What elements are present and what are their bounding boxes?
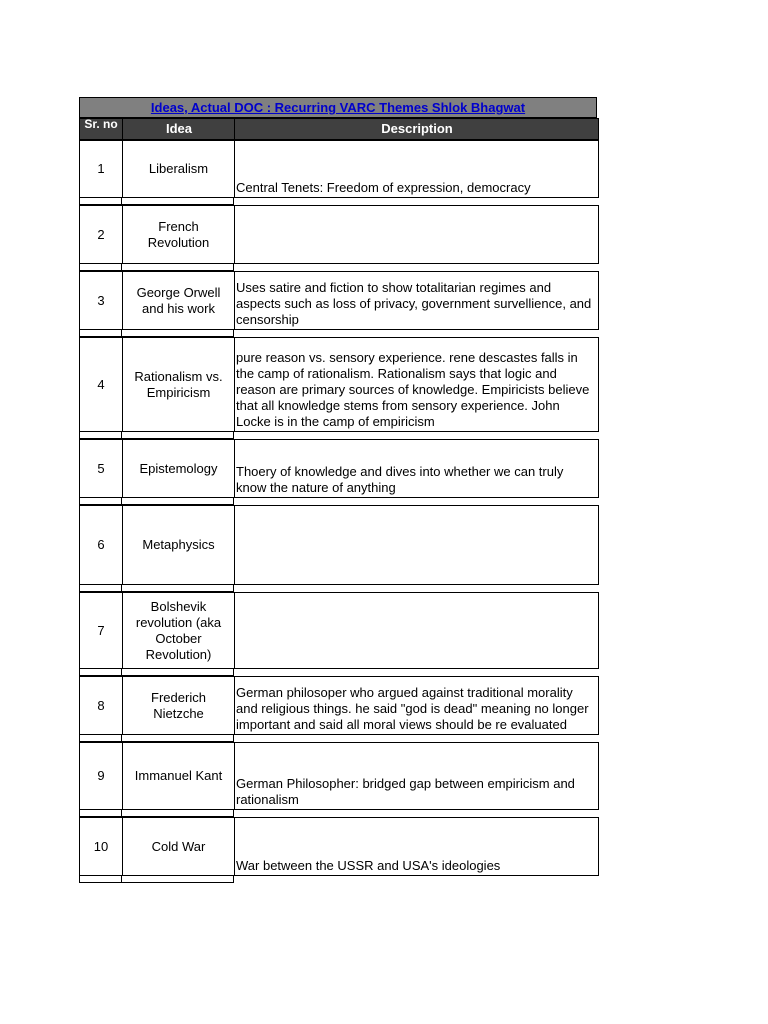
description-text: War between the USSR and USA's ideologies (236, 858, 501, 873)
cell-idea[interactable]: Liberalism (122, 141, 234, 197)
spacer-row (79, 876, 233, 883)
table-row (79, 439, 599, 498)
cell-description[interactable] (234, 206, 598, 263)
cell-sr[interactable]: 1 (97, 161, 105, 176)
table-row (79, 205, 599, 264)
sheet-title-link[interactable]: Ideas, Actual DOC : Recurring VARC Themes Shlok Bhagwat (150, 100, 526, 115)
cell-description[interactable] (234, 818, 598, 875)
spacer-row (79, 810, 233, 817)
sheet-title-bar (79, 97, 597, 118)
cell-sr[interactable]: 9 (97, 768, 105, 783)
cell-sr[interactable]: 8 (97, 697, 105, 713)
header-sr-no: Sr. no (84, 119, 118, 131)
table-row (79, 271, 599, 330)
spacer-row (79, 669, 233, 676)
cell-description[interactable] (234, 440, 598, 497)
cell-idea[interactable]: Immanuel Kant (122, 743, 234, 809)
cell-idea[interactable]: Rationalism vs. Empiricism (122, 338, 234, 431)
spacer-row (79, 498, 233, 505)
cell-idea[interactable]: Metaphysics (122, 506, 234, 584)
cell-sr[interactable]: 7 (97, 622, 105, 638)
description-text: German Philosopher: bridged gap between empiricism and rationalism (236, 776, 575, 807)
spacer-row (79, 330, 233, 337)
cell-description[interactable] (234, 506, 598, 584)
cell-idea[interactable]: French Revolution (122, 206, 234, 263)
cell-description[interactable] (234, 272, 598, 329)
cell-sr[interactable]: 3 (97, 292, 105, 308)
table-row (79, 676, 599, 735)
cell-idea[interactable]: Bolshevik revolution (aka October Revolution) (122, 593, 234, 668)
cell-sr[interactable]: 5 (97, 460, 105, 476)
spacer-row (79, 198, 233, 205)
column-header-row (79, 118, 599, 140)
description-text: Thoery of knowledge and dives into whether we can truly know the nature of anything (236, 464, 564, 495)
header-idea: Idea (122, 119, 235, 139)
cell-idea[interactable]: Frederich Nietzche (122, 677, 234, 734)
spacer-row (79, 264, 233, 271)
spacer-row (79, 432, 233, 439)
cell-description[interactable] (234, 677, 598, 734)
cell-sr[interactable]: 4 (97, 376, 105, 392)
cell-description[interactable] (234, 141, 598, 197)
cell-idea[interactable]: Cold War (122, 818, 234, 875)
description-text: Central Tenets: Freedom of expression, democracy (236, 180, 531, 195)
table-row (79, 140, 599, 198)
table-row (79, 337, 599, 432)
cell-sr[interactable]: 10 (93, 838, 109, 854)
table-row (79, 742, 599, 810)
cell-sr[interactable]: 2 (97, 226, 105, 242)
spacer-row (79, 585, 233, 592)
table-row (79, 592, 599, 669)
header-description: Description (234, 119, 599, 139)
description-text: pure reason vs. sensory experience. rene descastes falls in the camp of rationalism. Rationalism says that logic and reason are primary sources of knowledge. Empiricists believe that all knowledge stems from sensory experience. John Locke is in the camp of empiricism (236, 350, 590, 429)
cell-description[interactable] (234, 338, 598, 431)
spacer-row (79, 735, 233, 742)
cell-description[interactable] (234, 743, 598, 809)
cell-description[interactable] (234, 593, 598, 668)
cell-sr[interactable]: 6 (97, 537, 105, 552)
cell-idea[interactable]: Epistemology (122, 440, 234, 497)
cell-idea[interactable]: George Orwell and his work (122, 272, 234, 329)
table-row (79, 817, 599, 876)
description-text: German philosoper who argued against traditional morality and religious things. he said "god is dead" meaning no longer important and said all moral views should be re evaluated (236, 685, 589, 732)
description-text: Uses satire and fiction to show totalitarian regimes and aspects such as loss of privacy, government survellience, and censorship (236, 280, 592, 327)
table-row (79, 505, 599, 585)
